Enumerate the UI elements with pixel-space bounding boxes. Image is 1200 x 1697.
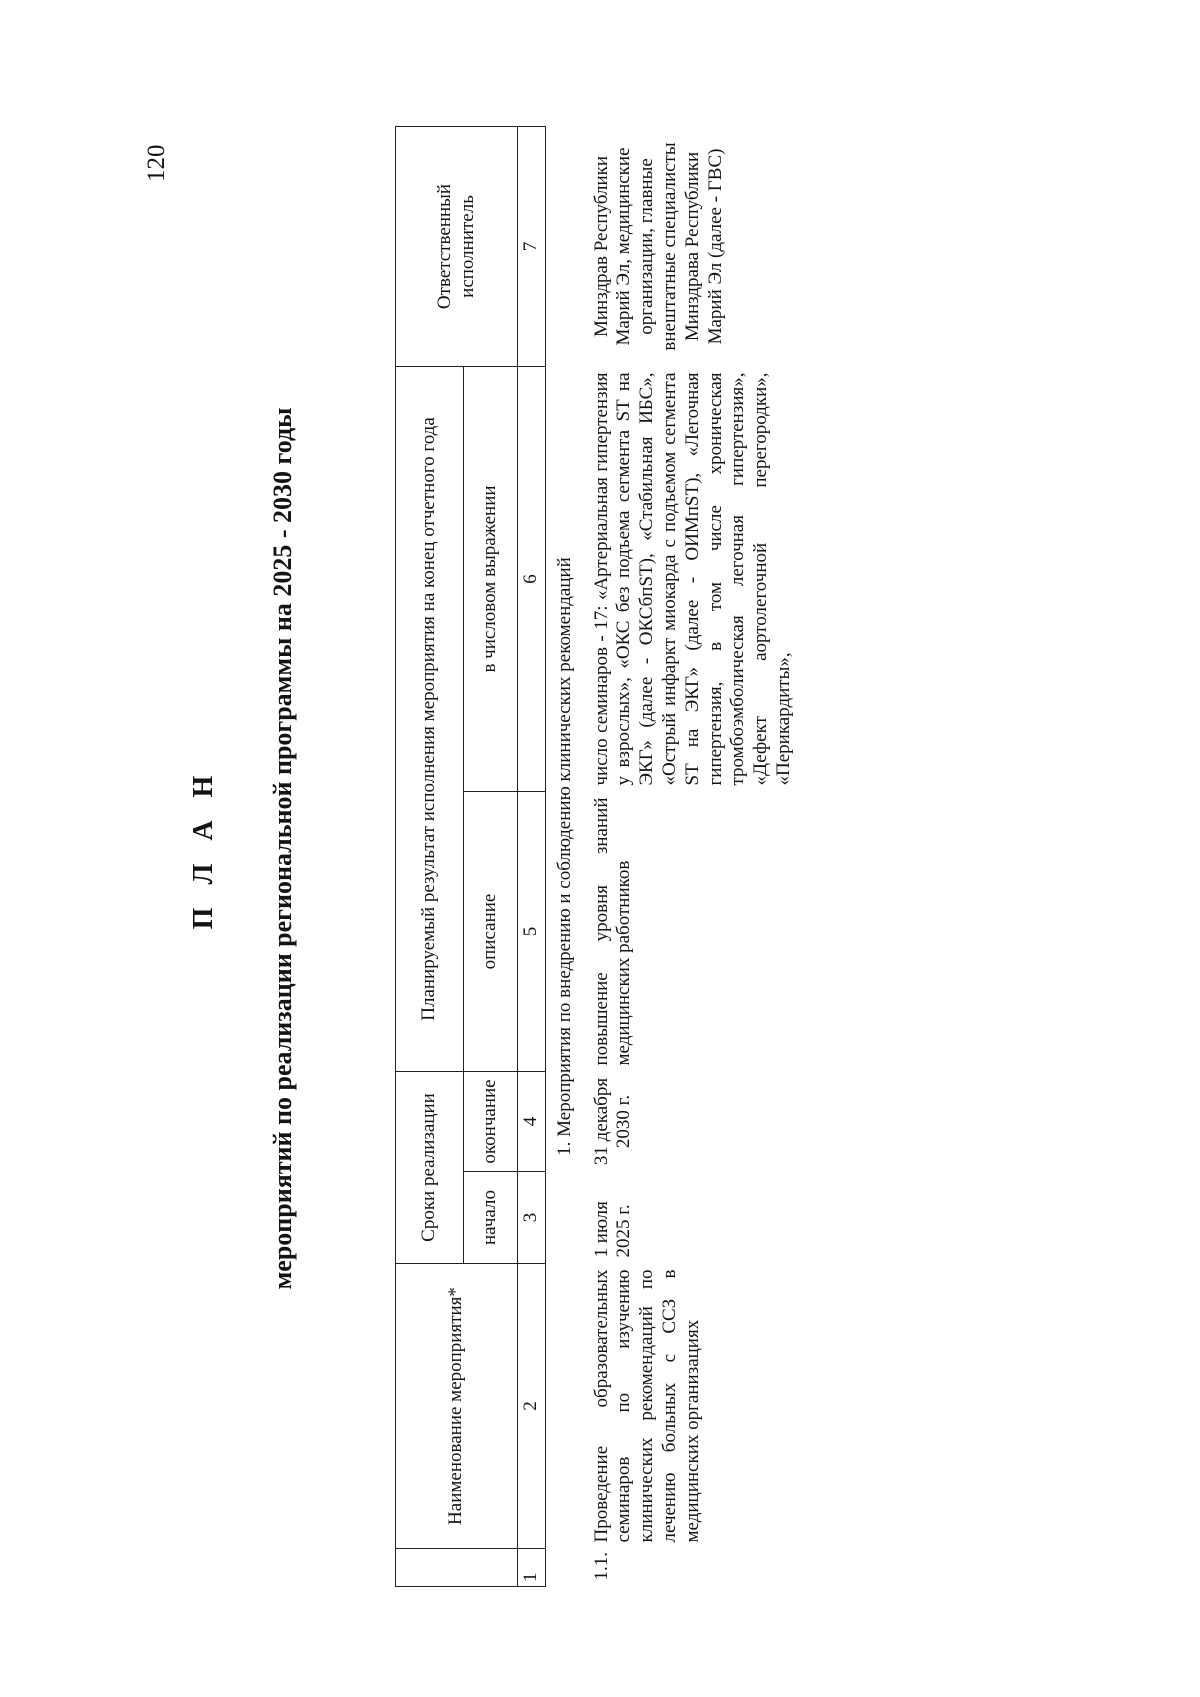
- header-responsible: Ответственный исполнитель: [396, 126, 518, 366]
- document-subtitle: мероприятий по реализации региональной программы на 2025 - 2030 годы: [268, 407, 297, 1290]
- plan-table: [395, 126, 800, 1587]
- column-number: 1: [518, 1549, 546, 1587]
- row-start: 1 июля 2025 г.: [590, 1201, 635, 1258]
- header-end: окончание: [464, 1072, 518, 1172]
- section-title: 1. Мероприятия по внедрению и соблюдению клинических рекомендаций: [553, 557, 575, 1156]
- header-numeric: в числовом выражении: [464, 366, 518, 791]
- column-number: 6: [518, 366, 546, 791]
- column-number: 4: [518, 1072, 546, 1172]
- row-name: Проведение образовательных семинаров по изучению клинических рекомендаций по лечению больных с ССЗ в медицинских организациях: [590, 1269, 703, 1543]
- column-number: 2: [518, 1264, 546, 1549]
- column-number: 3: [518, 1172, 546, 1264]
- column-number: 5: [518, 792, 546, 1072]
- table-row: [587, 126, 800, 1586]
- header-start: начало: [464, 1172, 518, 1264]
- header-index-cell: [396, 1549, 518, 1587]
- header-terms: Сроки реализации: [396, 1072, 464, 1264]
- row-description: повышение уровня знаний медицинских работников: [590, 797, 635, 1066]
- row-responsible: Минздрав Республики Марий Эл, медицинские организации, главные внештатные специалисты Минздрава Республики Марий Эл (далее - ГВС): [590, 142, 726, 351]
- page-number: 120: [143, 144, 170, 182]
- header-description: описание: [464, 792, 518, 1072]
- row-end: 31 декабря 2030 г.: [590, 1077, 635, 1166]
- row-numeric: число семинаров - 17: «Артериальная гипертензия у взрослых», «ОКС без подъема сегмента ST на ЭКГ» (далее - ОКСбпST), «Стабильная ИБС», «Острый инфаркт миокарда с подъемом сегмента ST на ЭКГ» (далее - ОИМпST), «Легочная гипертензия, в том числе хроническая тромбоэмболическая легочная гипертензия», «Дефект аортолегочной перегородки», «Перикардиты»,: [590, 372, 794, 786]
- header-name: Наименование мероприятия*: [396, 1264, 518, 1549]
- document-title: П Л А Н: [188, 767, 219, 930]
- header-result: Планируемый результат исполнения мероприятия на конец отчетного года: [396, 366, 464, 1071]
- column-number: 7: [518, 126, 546, 366]
- row-number: 1.1.: [590, 1552, 612, 1581]
